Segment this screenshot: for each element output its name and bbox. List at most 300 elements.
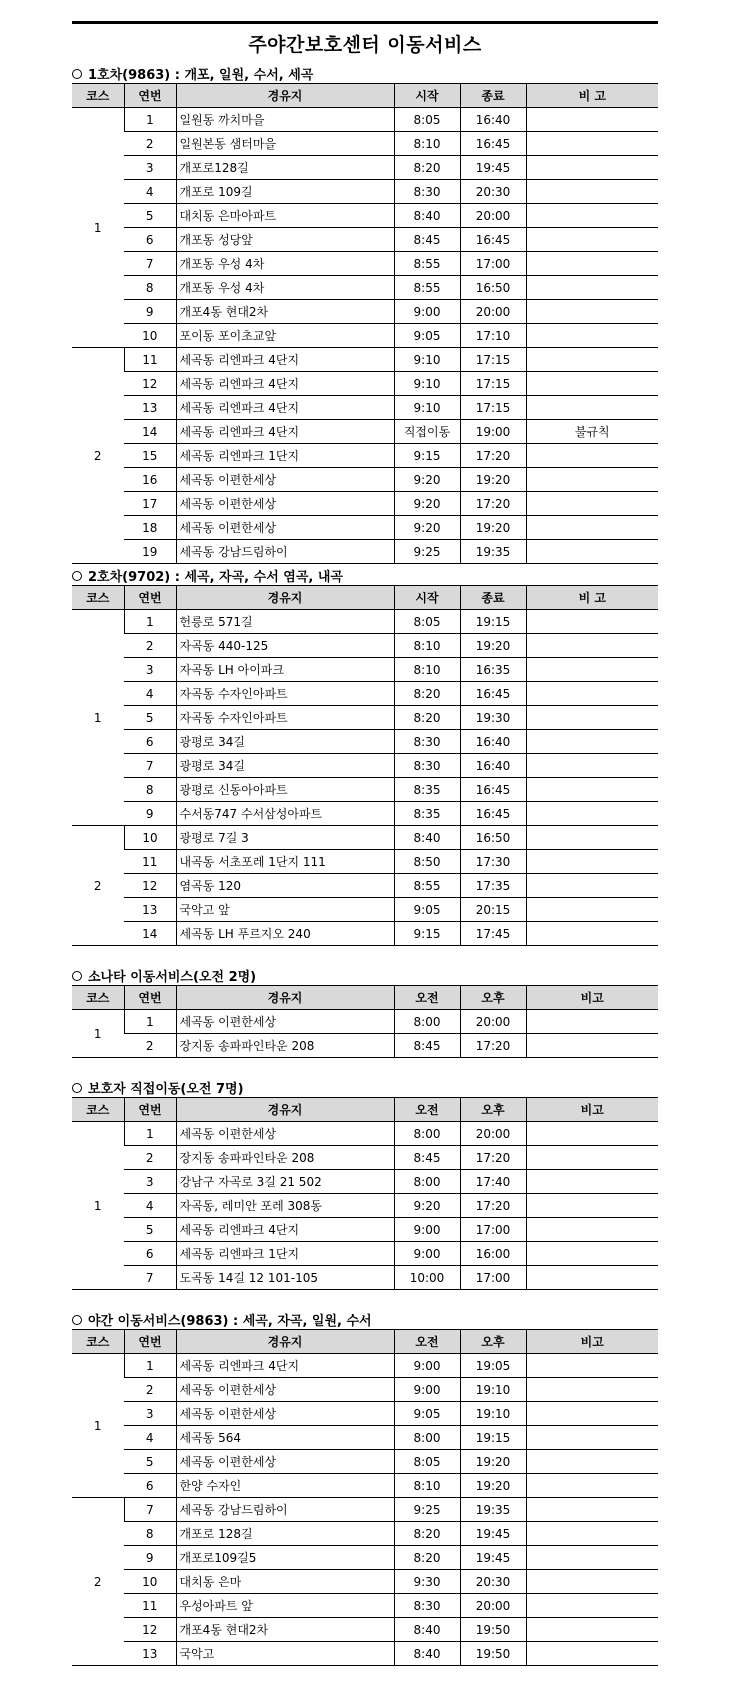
- stop-cell: 내곡동 서초포레 1단지 111: [176, 850, 394, 874]
- start-time-cell: 8:00: [394, 1426, 460, 1450]
- table-row: [72, 1242, 658, 1266]
- note-cell: [526, 1522, 658, 1546]
- column-header: 비고: [526, 1098, 658, 1122]
- column-header: 경유지: [176, 986, 394, 1010]
- start-time-cell: 8:20: [394, 1522, 460, 1546]
- table-row: [72, 372, 658, 396]
- seq-cell: 6: [124, 730, 176, 754]
- start-time-cell: 9:10: [394, 372, 460, 396]
- document: [72, 21, 658, 1666]
- start-time-cell: 8:35: [394, 802, 460, 826]
- seq-cell: 11: [124, 1594, 176, 1618]
- table-header-row: [72, 1330, 658, 1354]
- seq-cell: 6: [124, 1474, 176, 1498]
- start-time-cell: 8:00: [394, 1170, 460, 1194]
- stop-cell: 광평로 7길 3: [176, 826, 394, 850]
- note-cell: [526, 1034, 658, 1058]
- table-row: [72, 898, 658, 922]
- stop-cell: 세곡동 리엔파크 1단지: [176, 444, 394, 468]
- start-time-cell: 9:20: [394, 516, 460, 540]
- table-row: [72, 540, 658, 564]
- stop-cell: 세곡동 이편한세상: [176, 492, 394, 516]
- column-header: 오전: [394, 1330, 460, 1354]
- course-cell: 2: [72, 826, 124, 946]
- table-row: [72, 1522, 658, 1546]
- column-header: 비고: [526, 986, 658, 1010]
- end-time-cell: 17:20: [460, 444, 526, 468]
- start-time-cell: 8:00: [394, 1122, 460, 1146]
- end-time-cell: 20:00: [460, 1594, 526, 1618]
- start-time-cell: 8:45: [394, 1146, 460, 1170]
- table-row: [72, 874, 658, 898]
- start-time-cell: 8:30: [394, 754, 460, 778]
- end-time-cell: 19:15: [460, 610, 526, 634]
- seq-cell: 12: [124, 1618, 176, 1642]
- note-cell: [526, 516, 658, 540]
- start-time-cell: 8:55: [394, 276, 460, 300]
- start-time-cell: 9:20: [394, 1194, 460, 1218]
- start-time-cell: 8:20: [394, 156, 460, 180]
- start-time-cell: 8:40: [394, 826, 460, 850]
- seq-cell: 9: [124, 300, 176, 324]
- table-row: [72, 922, 658, 946]
- schedule-table: [72, 83, 658, 564]
- seq-cell: 14: [124, 420, 176, 444]
- table-header-row: [72, 1098, 658, 1122]
- table-row: [72, 802, 658, 826]
- table-row: [72, 682, 658, 706]
- stop-cell: 개포로128길: [176, 156, 394, 180]
- column-header: 비 고: [526, 586, 658, 610]
- note-cell: [526, 348, 658, 372]
- start-time-cell: 9:25: [394, 540, 460, 564]
- note-cell: [526, 1242, 658, 1266]
- end-time-cell: 19:05: [460, 1354, 526, 1378]
- end-time-cell: 19:35: [460, 1498, 526, 1522]
- stop-cell: 세곡동 강남드림하이: [176, 540, 394, 564]
- column-header: 오후: [460, 1098, 526, 1122]
- stop-cell: 한양 수자인: [176, 1474, 394, 1498]
- note-cell: [526, 1570, 658, 1594]
- end-time-cell: 16:50: [460, 826, 526, 850]
- stop-cell: 세곡동 이편한세상: [176, 516, 394, 540]
- start-time-cell: 10:00: [394, 1266, 460, 1290]
- seq-cell: 12: [124, 874, 176, 898]
- schedule-table: [72, 1329, 658, 1666]
- table-row: [72, 276, 658, 300]
- table-row: [72, 1218, 658, 1242]
- end-time-cell: 20:15: [460, 898, 526, 922]
- seq-cell: 6: [124, 228, 176, 252]
- seq-cell: 2: [124, 1146, 176, 1170]
- start-time-cell: 9:15: [394, 444, 460, 468]
- column-header: 경유지: [176, 586, 394, 610]
- seq-cell: 7: [124, 754, 176, 778]
- end-time-cell: 16:45: [460, 778, 526, 802]
- seq-cell: 14: [124, 922, 176, 946]
- table-row: [72, 1266, 658, 1290]
- seq-cell: 13: [124, 898, 176, 922]
- table-row: [72, 706, 658, 730]
- table-row: [72, 1010, 658, 1034]
- start-time-cell: 9:25: [394, 1498, 460, 1522]
- start-time-cell: 8:05: [394, 1450, 460, 1474]
- start-time-cell: 8:45: [394, 228, 460, 252]
- end-time-cell: 19:50: [460, 1618, 526, 1642]
- seq-cell: 1: [124, 610, 176, 634]
- column-header: 오후: [460, 1330, 526, 1354]
- table-row: [72, 1474, 658, 1498]
- note-cell: [526, 1402, 658, 1426]
- column-header: 연번: [124, 1330, 176, 1354]
- section-heading-text: 소나타 이동서비스(오전 2명): [88, 970, 257, 985]
- end-time-cell: 20:30: [460, 180, 526, 204]
- seq-cell: 8: [124, 276, 176, 300]
- end-time-cell: 19:15: [460, 1426, 526, 1450]
- end-time-cell: 17:40: [460, 1170, 526, 1194]
- note-cell: [526, 1474, 658, 1498]
- note-cell: [526, 1122, 658, 1146]
- table-row: [72, 516, 658, 540]
- end-time-cell: 16:45: [460, 132, 526, 156]
- stop-cell: 세곡동 이편한세상: [176, 1450, 394, 1474]
- table-row: [72, 778, 658, 802]
- column-header: 경유지: [176, 1098, 394, 1122]
- start-time-cell: 8:00: [394, 1010, 460, 1034]
- stop-cell: 대치동 은마: [176, 1570, 394, 1594]
- stop-cell: 장지동 송파파인타운 208: [176, 1034, 394, 1058]
- note-cell: [526, 228, 658, 252]
- start-time-cell: 9:05: [394, 324, 460, 348]
- note-cell: [526, 850, 658, 874]
- note-cell: [526, 492, 658, 516]
- seq-cell: 7: [124, 252, 176, 276]
- end-time-cell: 19:45: [460, 1546, 526, 1570]
- start-time-cell: 9:10: [394, 396, 460, 420]
- note-cell: [526, 802, 658, 826]
- section-heading-text: 2호차(9702) : 세곡, 자곡, 수서 염곡, 내곡: [88, 570, 343, 585]
- table-row: [72, 324, 658, 348]
- schedule-table: [72, 1097, 658, 1290]
- course-cell: 1: [72, 610, 124, 826]
- column-header: 경유지: [176, 84, 394, 108]
- table-row: [72, 252, 658, 276]
- note-cell: [526, 444, 658, 468]
- note-cell: [526, 754, 658, 778]
- table-row: [72, 1378, 658, 1402]
- stop-cell: 세곡동 리엔파크 4단지: [176, 1354, 394, 1378]
- column-header: 종료: [460, 586, 526, 610]
- note-cell: [526, 252, 658, 276]
- end-time-cell: 19:20: [460, 1450, 526, 1474]
- start-time-cell: 9:05: [394, 898, 460, 922]
- table-row: [72, 1570, 658, 1594]
- table-row: [72, 1546, 658, 1570]
- title-text: 주야간보호센터 이동서비스: [248, 34, 482, 56]
- table-row: [72, 204, 658, 228]
- start-time-cell: 8:10: [394, 1474, 460, 1498]
- note-cell: [526, 300, 658, 324]
- column-header: 오전: [394, 1098, 460, 1122]
- note-cell: [526, 682, 658, 706]
- start-time-cell: 9:00: [394, 1378, 460, 1402]
- stop-cell: 자곡동 440-125: [176, 634, 394, 658]
- stop-cell: 도곡동 14길 12 101-105: [176, 1266, 394, 1290]
- start-time-cell: 8:30: [394, 180, 460, 204]
- end-time-cell: 17:20: [460, 1146, 526, 1170]
- column-header: 코스: [72, 986, 124, 1010]
- end-time-cell: 17:20: [460, 1194, 526, 1218]
- end-time-cell: 20:00: [460, 300, 526, 324]
- end-time-cell: 20:00: [460, 1122, 526, 1146]
- start-time-cell: 직접이동: [394, 420, 460, 444]
- seq-cell: 10: [124, 324, 176, 348]
- column-header: 시작: [394, 84, 460, 108]
- stop-cell: 세곡동 강남드림하이: [176, 1498, 394, 1522]
- column-header: 연번: [124, 986, 176, 1010]
- end-time-cell: 19:30: [460, 706, 526, 730]
- note-cell: [526, 1498, 658, 1522]
- note-cell: [526, 204, 658, 228]
- end-time-cell: 16:40: [460, 754, 526, 778]
- start-time-cell: 9:00: [394, 1242, 460, 1266]
- seq-cell: 11: [124, 850, 176, 874]
- start-time-cell: 9:05: [394, 1402, 460, 1426]
- table-row: [72, 492, 658, 516]
- column-header: 코스: [72, 1330, 124, 1354]
- stop-cell: 세곡동 리엔파크 1단지: [176, 1242, 394, 1266]
- end-time-cell: 19:10: [460, 1378, 526, 1402]
- document-title: [72, 21, 658, 63]
- seq-cell: 5: [124, 1450, 176, 1474]
- table-row: [72, 300, 658, 324]
- start-time-cell: 9:20: [394, 468, 460, 492]
- table-row: [72, 658, 658, 682]
- column-header: 시작: [394, 586, 460, 610]
- end-time-cell: 19:45: [460, 1522, 526, 1546]
- start-time-cell: 8:40: [394, 204, 460, 228]
- seq-cell: 5: [124, 706, 176, 730]
- stop-cell: 우성아파트 앞: [176, 1594, 394, 1618]
- seq-cell: 3: [124, 156, 176, 180]
- section-heading-text: 야간 이동서비스(9863) : 세곡, 자곡, 일원, 수서: [88, 1314, 372, 1329]
- stop-cell: 강남구 자곡로 3길 21 502: [176, 1170, 394, 1194]
- seq-cell: 5: [124, 204, 176, 228]
- start-time-cell: 8:05: [394, 610, 460, 634]
- start-time-cell: 8:30: [394, 730, 460, 754]
- table-row: [72, 180, 658, 204]
- note-cell: [526, 132, 658, 156]
- seq-cell: 4: [124, 1426, 176, 1450]
- start-time-cell: 8:05: [394, 108, 460, 132]
- seq-cell: 11: [124, 348, 176, 372]
- end-time-cell: 16:40: [460, 108, 526, 132]
- end-time-cell: 17:15: [460, 396, 526, 420]
- note-cell: [526, 1546, 658, 1570]
- table-row: [72, 826, 658, 850]
- end-time-cell: 19:20: [460, 516, 526, 540]
- seq-cell: 9: [124, 802, 176, 826]
- note-cell: [526, 180, 658, 204]
- seq-cell: 1: [124, 1122, 176, 1146]
- column-header: 오전: [394, 986, 460, 1010]
- note-cell: [526, 898, 658, 922]
- note-cell: [526, 730, 658, 754]
- start-time-cell: 8:40: [394, 1618, 460, 1642]
- course-cell: 2: [72, 348, 124, 564]
- table-header-row: [72, 84, 658, 108]
- end-time-cell: 20:00: [460, 204, 526, 228]
- end-time-cell: 16:45: [460, 682, 526, 706]
- note-cell: [526, 658, 658, 682]
- table-row: [72, 1146, 658, 1170]
- column-header: 비고: [526, 1330, 658, 1354]
- table-row: [72, 1642, 658, 1666]
- stop-cell: 개포로109길5: [176, 1546, 394, 1570]
- seq-cell: 8: [124, 1522, 176, 1546]
- seq-cell: 12: [124, 372, 176, 396]
- start-time-cell: 9:00: [394, 1354, 460, 1378]
- stop-cell: 일원동 까치마을: [176, 108, 394, 132]
- end-time-cell: 16:00: [460, 1242, 526, 1266]
- stop-cell: 광평로 신동아아파트: [176, 778, 394, 802]
- end-time-cell: 17:20: [460, 1034, 526, 1058]
- schedule-table: [72, 985, 658, 1058]
- table-row: [72, 1618, 658, 1642]
- seq-cell: 1: [124, 1010, 176, 1034]
- note-cell: [526, 1266, 658, 1290]
- table-row: [72, 1402, 658, 1426]
- seq-cell: 16: [124, 468, 176, 492]
- seq-cell: 6: [124, 1242, 176, 1266]
- circle-bullet-icon: [72, 971, 82, 981]
- end-time-cell: 19:20: [460, 468, 526, 492]
- column-header: 코스: [72, 1098, 124, 1122]
- stop-cell: 국악고: [176, 1642, 394, 1666]
- seq-cell: 5: [124, 1218, 176, 1242]
- column-header: 종료: [460, 84, 526, 108]
- note-cell: [526, 540, 658, 564]
- section-heading-text: 1호차(9863) : 개포, 일원, 수서, 세곡: [88, 68, 314, 83]
- stop-cell: 대치동 은마아파트: [176, 204, 394, 228]
- table-header-row: [72, 986, 658, 1010]
- table-row: [72, 132, 658, 156]
- note-cell: [526, 1450, 658, 1474]
- stop-cell: 세곡동 LH 푸르지오 240: [176, 922, 394, 946]
- seq-cell: 2: [124, 634, 176, 658]
- end-time-cell: 17:35: [460, 874, 526, 898]
- table-row: [72, 1034, 658, 1058]
- start-time-cell: 9:10: [394, 348, 460, 372]
- note-cell: [526, 156, 658, 180]
- end-time-cell: 20:00: [460, 1010, 526, 1034]
- table-row: [72, 444, 658, 468]
- note-cell: [526, 778, 658, 802]
- course-cell: 1: [72, 108, 124, 348]
- start-time-cell: 9:00: [394, 300, 460, 324]
- note-cell: [526, 1194, 658, 1218]
- start-time-cell: 9:00: [394, 1218, 460, 1242]
- stop-cell: 세곡동 리엔파크 4단지: [176, 1218, 394, 1242]
- table-row: [72, 610, 658, 634]
- end-time-cell: 16:40: [460, 730, 526, 754]
- end-time-cell: 17:45: [460, 922, 526, 946]
- end-time-cell: 16:50: [460, 276, 526, 300]
- table-row: [72, 1194, 658, 1218]
- table-row: [72, 1450, 658, 1474]
- column-header: 오후: [460, 986, 526, 1010]
- seq-cell: 10: [124, 1570, 176, 1594]
- seq-cell: 2: [124, 132, 176, 156]
- seq-cell: 13: [124, 1642, 176, 1666]
- stop-cell: 수서동747 수서삼성아파트: [176, 802, 394, 826]
- stop-cell: 세곡동 이편한세상: [176, 1378, 394, 1402]
- end-time-cell: 19:10: [460, 1402, 526, 1426]
- table-row: [72, 396, 658, 420]
- note-cell: [526, 276, 658, 300]
- stop-cell: 일원본동 샘터마을: [176, 132, 394, 156]
- end-time-cell: 17:00: [460, 1266, 526, 1290]
- stop-cell: 세곡동 이편한세상: [176, 1010, 394, 1034]
- column-header: 연번: [124, 586, 176, 610]
- end-time-cell: 19:20: [460, 634, 526, 658]
- start-time-cell: 8:30: [394, 1594, 460, 1618]
- start-time-cell: 9:15: [394, 922, 460, 946]
- course-cell: 1: [72, 1010, 124, 1058]
- seq-cell: 3: [124, 1402, 176, 1426]
- note-cell: [526, 1354, 658, 1378]
- column-header: 연번: [124, 1098, 176, 1122]
- note-cell: [526, 1378, 658, 1402]
- schedule-table: [72, 585, 658, 946]
- course-cell: 1: [72, 1354, 124, 1498]
- circle-bullet-icon: [72, 69, 82, 79]
- stop-cell: 세곡동 리엔파크 4단지: [176, 396, 394, 420]
- stop-cell: 개포로 128길: [176, 1522, 394, 1546]
- stop-cell: 광평로 34길: [176, 730, 394, 754]
- seq-cell: 3: [124, 658, 176, 682]
- seq-cell: 15: [124, 444, 176, 468]
- end-time-cell: 17:30: [460, 850, 526, 874]
- start-time-cell: 8:40: [394, 1642, 460, 1666]
- table-row: [72, 1498, 658, 1522]
- seq-cell: 4: [124, 180, 176, 204]
- table-row: [72, 348, 658, 372]
- note-cell: [526, 610, 658, 634]
- section-heading: [72, 63, 658, 83]
- stop-cell: 국악고 앞: [176, 898, 394, 922]
- end-time-cell: 16:45: [460, 802, 526, 826]
- seq-cell: 13: [124, 396, 176, 420]
- note-cell: [526, 922, 658, 946]
- seq-cell: 7: [124, 1266, 176, 1290]
- seq-cell: 4: [124, 1194, 176, 1218]
- note-cell: [526, 372, 658, 396]
- stop-cell: 개포4동 현대2차: [176, 300, 394, 324]
- stop-cell: 개포동 성당앞: [176, 228, 394, 252]
- note-cell: [526, 108, 658, 132]
- table-row: [72, 228, 658, 252]
- seq-cell: 19: [124, 540, 176, 564]
- start-time-cell: 8:10: [394, 132, 460, 156]
- stop-cell: 세곡동 리엔파크 4단지: [176, 420, 394, 444]
- table-row: [72, 730, 658, 754]
- note-cell: [526, 468, 658, 492]
- stop-cell: 자곡동 수자인아파트: [176, 682, 394, 706]
- stop-cell: 세곡동 이편한세상: [176, 1122, 394, 1146]
- seq-cell: 7: [124, 1498, 176, 1522]
- table-row: [72, 1594, 658, 1618]
